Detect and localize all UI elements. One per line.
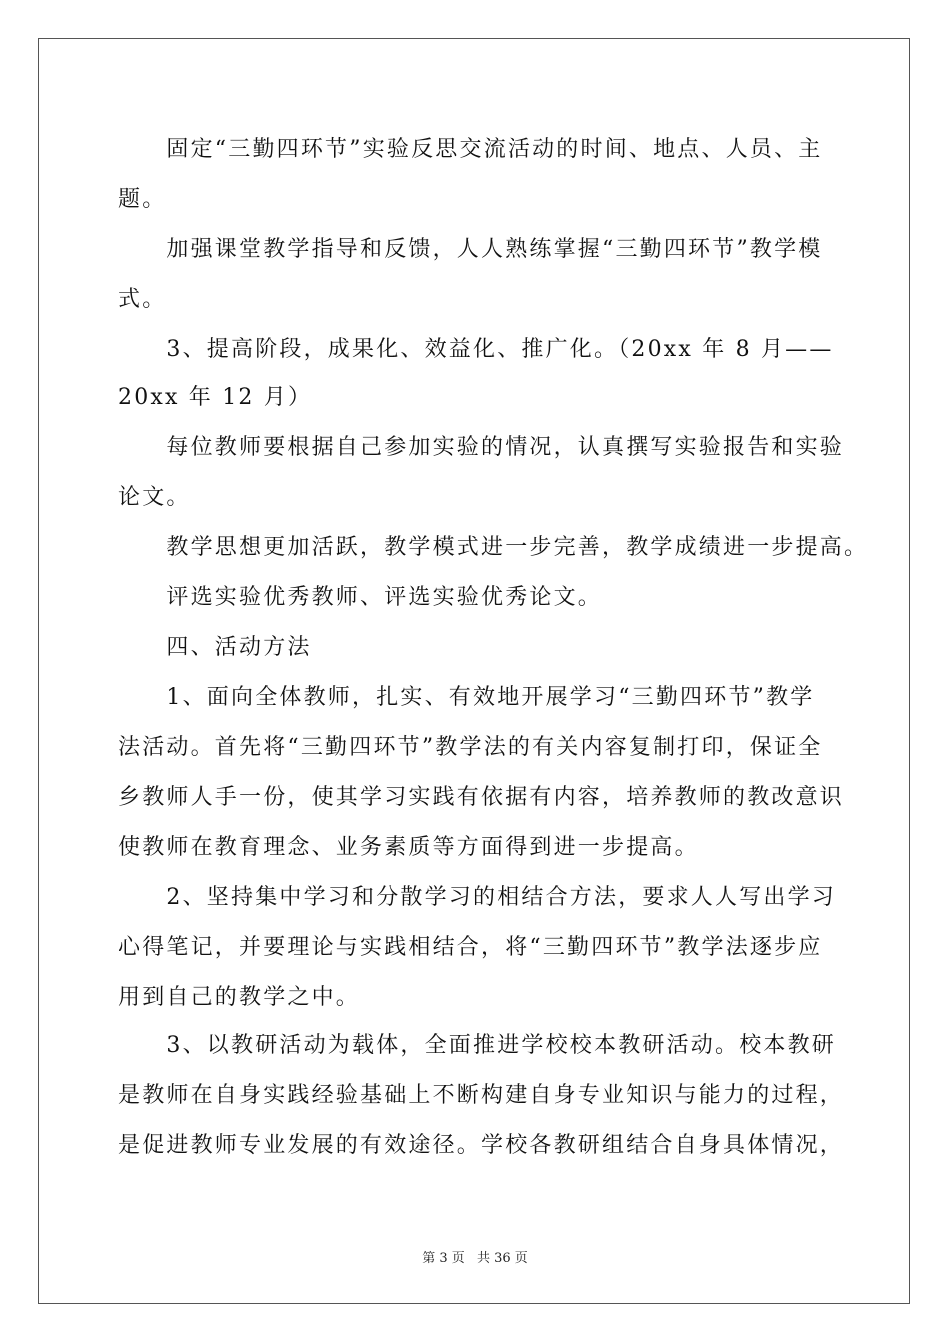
text-line: 教学思想更加活跃，教学模式进一步完善，教学成绩进一步提高。 bbox=[118, 535, 869, 560]
page-total: 共 36 页 bbox=[476, 1251, 528, 1266]
text-line: 是促进教师专业发展的有效途径。学校各教研组结合自身具体情况， bbox=[118, 1133, 845, 1158]
text-line: 心得笔记，并要理论与实践相结合，将“三勤四环节”教学法逐步应 bbox=[118, 935, 823, 960]
text-line: 式。 bbox=[118, 287, 167, 312]
page-number: 第 3 页 bbox=[422, 1251, 465, 1266]
text-line: 2、坚持集中学习和分散学习的相结合方法，要求人人写出学习 bbox=[118, 885, 836, 910]
page-footer bbox=[0, 1247, 950, 1266]
section-heading: 四、活动方法 bbox=[118, 635, 312, 660]
text-line: 乡教师人手一份，使其学习实践有依据有内容，培养教师的教改意识 bbox=[118, 785, 845, 810]
text-line: 题。 bbox=[118, 187, 167, 212]
text-line: 是教师在自身实践经验基础上不断构建自身专业知识与能力的过程， bbox=[118, 1083, 845, 1108]
text-line: 每位教师要根据自己参加实验的情况，认真撰写实验报告和实验 bbox=[118, 435, 845, 460]
text-line: 法活动。首先将“三勤四环节”教学法的有关内容复制打印，保证全 bbox=[118, 735, 823, 760]
text-line: 3、提高阶段，成果化、效益化、推广化。（20xx 年 8 月—— bbox=[118, 337, 834, 362]
text-line: 评选实验优秀教师、评选实验优秀论文。 bbox=[118, 585, 603, 610]
text-line: 固定“三勤四环节”实验反思交流活动的时间、地点、人员、主 bbox=[118, 137, 823, 162]
text-line: 论文。 bbox=[118, 485, 191, 510]
text-line: 1、面向全体教师，扎实、有效地开展学习“三勤四环节”教学 bbox=[118, 685, 815, 710]
text-line: 使教师在教育理念、业务素质等方面得到进一步提高。 bbox=[118, 835, 699, 860]
text-line: 3、以教研活动为载体，全面推进学校校本教研活动。校本教研 bbox=[118, 1033, 836, 1058]
text-line: 用到自己的教学之中。 bbox=[118, 985, 361, 1010]
text-line: 20xx 年 12 月） bbox=[118, 385, 313, 410]
text-line: 加强课堂教学指导和反馈，人人熟练掌握“三勤四环节”教学模 bbox=[118, 237, 823, 262]
page-border bbox=[38, 38, 910, 1304]
